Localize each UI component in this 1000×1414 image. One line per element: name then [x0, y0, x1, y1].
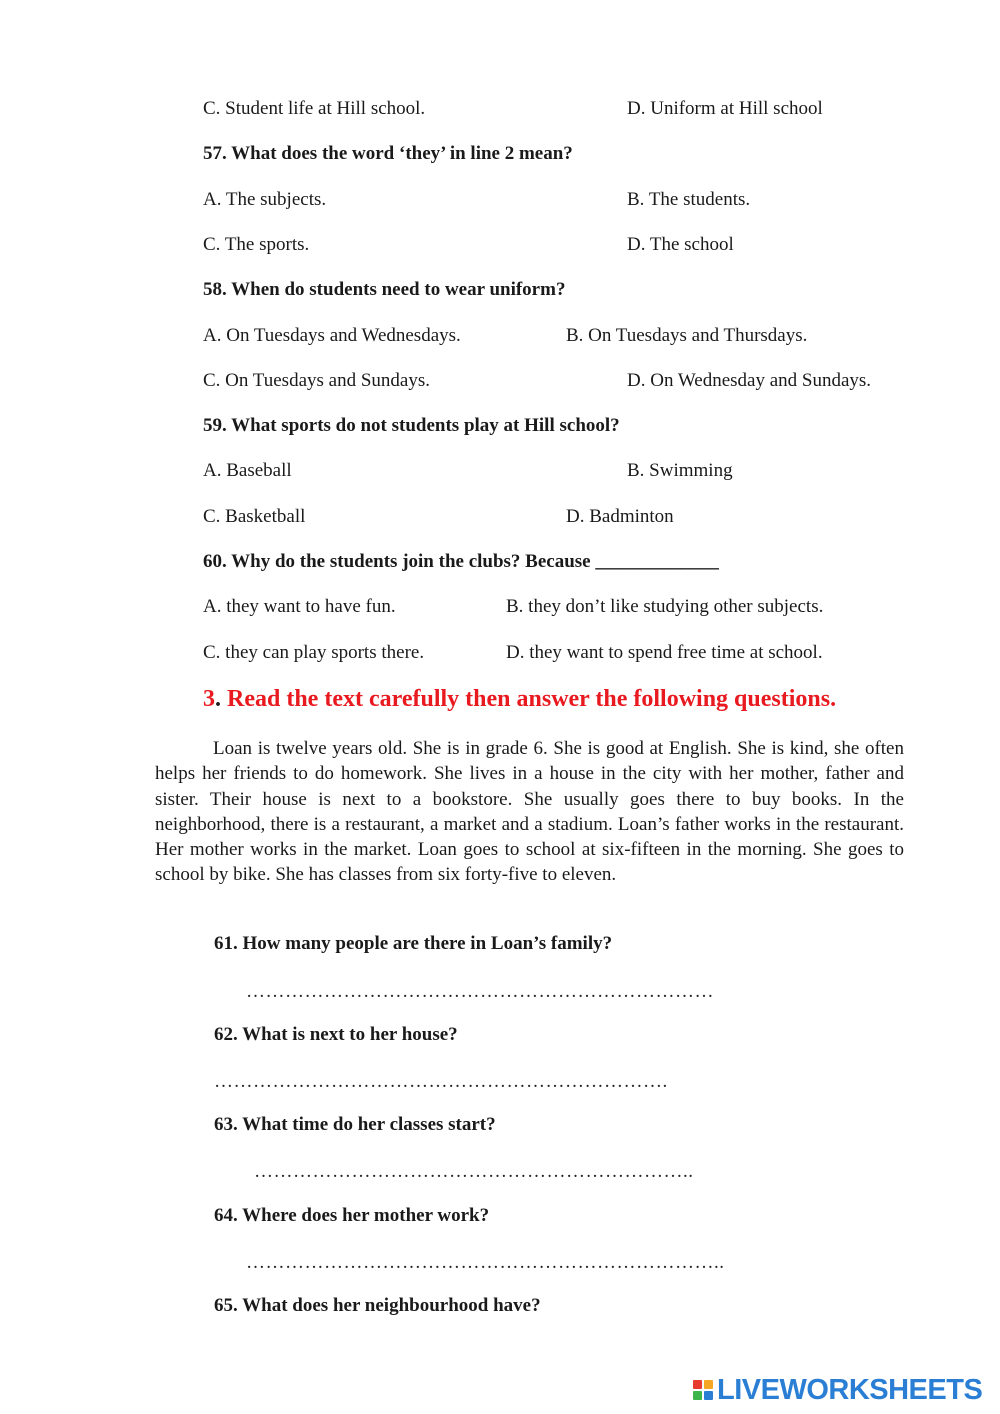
q60-option-a: A. they want to have fun. — [203, 596, 396, 617]
liveworksheets-logo[interactable] — [693, 1374, 982, 1406]
logo-square-blue — [704, 1391, 713, 1400]
q58-option-a: A. On Tuesdays and Wednesdays. — [203, 325, 461, 346]
section-3-number: 3 — [203, 686, 215, 712]
q62-question: 62. What is next to her house? — [214, 1024, 458, 1045]
q58-question: 58. When do students need to wear uniform? — [203, 279, 566, 300]
section-3-heading — [203, 686, 836, 713]
q60-question: 60. Why do the students join the clubs? Because _____________ — [203, 551, 719, 572]
section-3-title: Read the text carefully then answer the following questions. — [221, 686, 837, 712]
q60-option-b: B. they don’t like studying other subjects. — [506, 596, 824, 617]
q65-question: 65. What does her neighbourhood have? — [214, 1295, 541, 1316]
q56-option-d: D. Uniform at Hill school — [627, 98, 823, 119]
q60-option-c: C. they can play sports there. — [203, 642, 425, 663]
q58-option-d: D. On Wednesday and Sundays. — [627, 370, 872, 391]
q59-option-c: C. Basketball — [203, 506, 306, 527]
q60-option-d: D. they want to spend free time at school. — [506, 642, 823, 663]
q63-question: 63. What time do her classes start? — [214, 1114, 496, 1135]
q61-answer-line[interactable]: ……………………………………………………………… — [246, 981, 714, 1002]
q58-option-c: C. On Tuesdays and Sundays. — [203, 370, 430, 391]
q61-question: 61. How many people are there in Loan’s family? — [214, 933, 613, 954]
q64-question: 64. Where does her mother work? — [214, 1205, 490, 1226]
logo-square-green — [693, 1391, 702, 1400]
q64-answer-line[interactable]: ……………………………………………………………….. — [246, 1252, 725, 1273]
q63-answer-line[interactable]: ………………………………………………………….. — [254, 1161, 694, 1182]
q57-option-b: B. The students. — [627, 189, 751, 210]
q58-option-b: B. On Tuesdays and Thursdays. — [566, 325, 808, 346]
reading-passage: Loan is twelve years old. She is in grade 6. She is good at English. She is kind, she often helps her friends to do homework. She lives in a house in the city with her mother, father and sister. Their house is next to a bookstore. She usually goes there to buy books. In the neighborhood, there is a restaurant, a market and a stadium. Loan’s father works in the restaurant. Her mother works in the market. Loan goes to school at six-fifteen in the morning. She goes to school by bike. She has classes from six forty-five to eleven. — [155, 738, 904, 886]
liveworksheets-logo-text: LIVEWORKSHEETS — [717, 1373, 983, 1406]
q56-option-c: C. Student life at Hill school. — [203, 98, 426, 119]
q57-option-c: C. The sports. — [203, 234, 310, 255]
q62-answer-line[interactable]: ……………………………………………………………. — [214, 1071, 668, 1092]
logo-square-red — [693, 1380, 702, 1389]
q59-option-b: B. Swimming — [627, 460, 733, 481]
liveworksheets-logo-icon — [693, 1380, 713, 1400]
q59-option-d: D. Badminton — [566, 506, 674, 527]
q57-question: 57. What does the word ‘they’ in line 2 mean? — [203, 143, 573, 164]
q59-option-a: A. Baseball — [203, 460, 292, 481]
q59-question: 59. What sports do not students play at Hill school? — [203, 415, 620, 436]
logo-square-orange — [704, 1380, 713, 1389]
q57-option-d: D. The school — [627, 234, 734, 255]
section-3-dot: . — [215, 686, 221, 712]
q57-option-a: A. The subjects. — [203, 189, 327, 210]
